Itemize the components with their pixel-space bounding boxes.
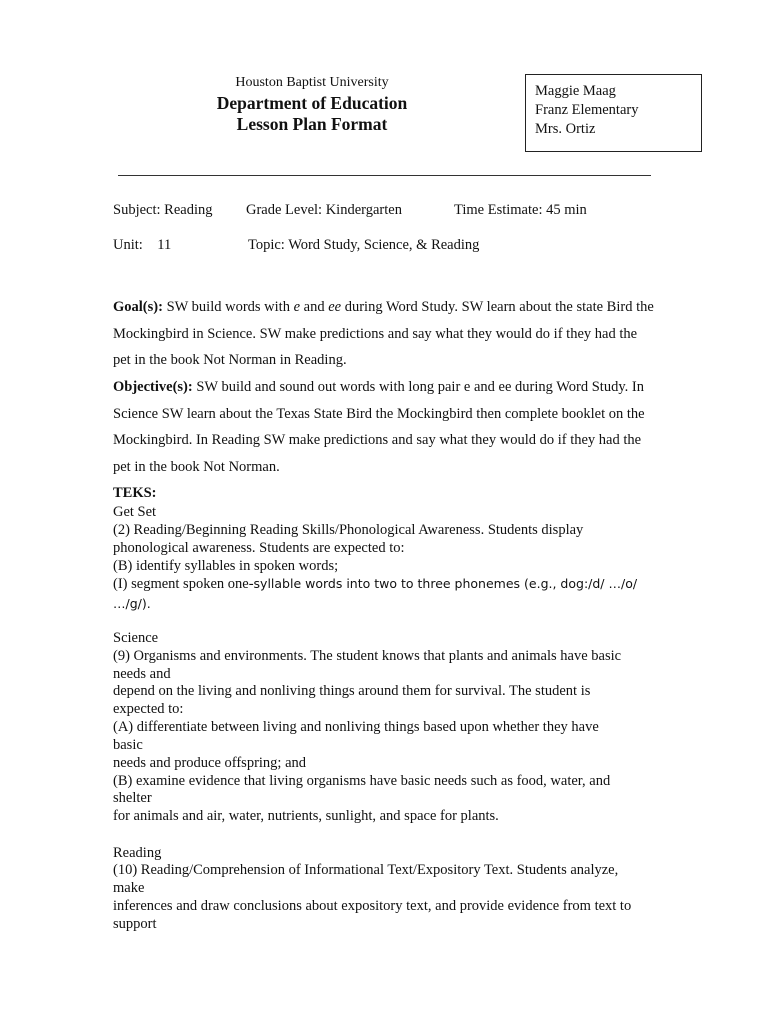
teks-line: needs and (113, 666, 171, 682)
teks-line: expected to: (113, 701, 184, 717)
department-title: Department of Education (216, 93, 408, 113)
teks-line: Get Set (113, 504, 157, 520)
teks-line: needs and produce offspring; and (113, 755, 307, 771)
teks-heading: TEKS: (113, 485, 157, 501)
subject-field: Subject: Reading (113, 202, 213, 218)
teks-line-part-sans: syllable words into two to three phonemes (e.g., dog:/d/ …/o/ (253, 576, 638, 591)
teks-line: support (113, 916, 157, 932)
time-estimate-field: Time Estimate: 45 min (454, 202, 587, 218)
teks-line: (2) Reading/Beginning Reading Skills/Phonological Awareness. Students display (113, 522, 584, 538)
university-name: Houston Baptist University (235, 75, 389, 90)
teks-line: (B) identify syllables in spoken words; (113, 558, 339, 574)
objectives-paragraph (113, 374, 658, 480)
goals-paragraph (113, 294, 658, 374)
teks-line: phonological awareness. Students are expected to: (113, 540, 405, 556)
teks-line: for animals and air, water, nutrients, sunlight, and space for plants. (113, 808, 499, 824)
teks-line: inferences and draw conclusions about expository text, and provide evidence from text to (113, 898, 632, 914)
topic-field: Topic: Word Study, Science, & Reading (248, 237, 480, 253)
goals-text-3: during Word Study. SW learn about the state Bird the Mockingbird in Science. SW make predictions and say what they would do if they had the pet in the book Not Norman in Reading. (113, 299, 654, 369)
unit-field: Unit: 11 (113, 237, 172, 253)
goals-letter-e: e (293, 299, 301, 315)
teks-line: (10) Reading/Comprehension of Informational Text/Expository Text. Students analyze, (113, 862, 619, 878)
student-info-box (525, 74, 702, 152)
objectives-text: SW build and sound out words with long pair e and ee during Word Study. In Science SW learn about the Texas State Bird the Mockingbird then complete booklet on the Mockingbird. In Reading SW make predictions and say what they would do if they had the pet in the book Not Norman. (113, 379, 645, 475)
teks-line-part: (I) segment spoken one- (113, 576, 254, 592)
teks-line: shelter (113, 790, 152, 806)
goals-text-1: SW build words with (162, 299, 294, 315)
grade-level-field: Grade Level: Kindergarten (246, 202, 402, 218)
goals-letters-ee: ee (328, 299, 342, 315)
header-divider (118, 175, 651, 176)
teks-line: (B) examine evidence that living organisms have basic needs such as food, water, and (113, 773, 611, 789)
teks-line: Science (113, 630, 159, 646)
teks-line: basic (113, 737, 143, 753)
goals-label: Goal(s): (113, 299, 163, 315)
teks-line: (9) Organisms and environments. The student knows that plants and animals have basic (113, 648, 622, 664)
school-name: Franz Elementary (535, 102, 639, 118)
mentor-teacher: Mrs. Ortiz (535, 121, 596, 137)
student-name: Maggie Maag (535, 83, 616, 99)
document-title: Lesson Plan Format (236, 114, 388, 134)
objectives-label: Objective(s): (113, 379, 193, 395)
teks-line: make (113, 880, 145, 896)
teks-line (113, 576, 637, 593)
goals-text-2: and (300, 299, 329, 315)
teks-line: Reading (113, 845, 162, 861)
teks-line: depend on the living and nonliving things around them for survival. The student is (113, 683, 591, 699)
teks-line: …/g/). (113, 596, 151, 611)
teks-line: (A) differentiate between living and nonliving things based upon whether they have (113, 719, 599, 735)
